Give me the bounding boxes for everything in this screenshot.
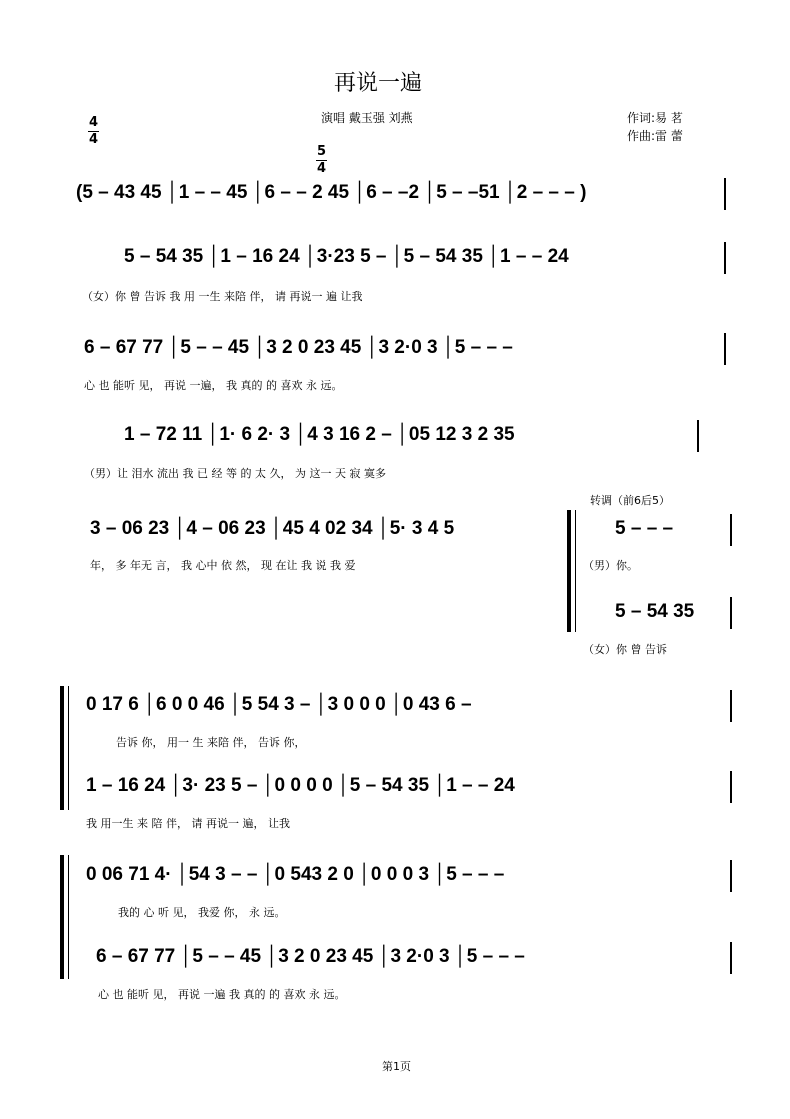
notation-row-6-male: 5 – – – <box>615 518 674 539</box>
barline <box>730 771 732 803</box>
barline <box>724 178 726 210</box>
system-bracket-3 <box>60 855 64 979</box>
key-change-label: 转调（前6后5） <box>590 494 670 507</box>
page-number: 第1页 <box>382 1060 411 1073</box>
lyrics-row-10: 心 也 能听 见， 再说 一遍 我 真的 的 喜欢 永 远。 <box>98 988 346 1001</box>
notation-row-7: 0 17 6 │6 0 0 46 │5 54 3 – │3 0 0 0 │0 43 6 – <box>86 694 472 715</box>
system-bracket-line-2 <box>68 686 69 810</box>
notation-row-6-female: 5 – 54 35 <box>615 601 695 622</box>
notation-row-5: 3 – 06 23 │4 – 06 23 │45 4 02 34 │5· 3 4 5 <box>90 518 455 539</box>
notation-row-8: 1 – 16 24 │3· 23 5 – │0 0 0 0 │5 – 54 35 │1 – – 24 <box>86 775 515 796</box>
time-sig-numerator: 4 <box>88 115 99 130</box>
system-bracket-2 <box>60 686 64 810</box>
time-sig-denominator: 4 <box>88 132 99 147</box>
barline <box>697 420 699 452</box>
barline <box>730 942 732 974</box>
lyrics-row-8: 我 用一生 来 陪 伴， 请 再说一 遍， 让我 <box>86 817 290 830</box>
notation-row-3: 6 – 67 77 │5 – – 45 │3 2 0 23 45 │3 2·0 3 │5 – – – <box>84 337 513 358</box>
lyrics-row-6-female: （女）你 曾 告诉 <box>583 643 667 656</box>
time-signature-5-4 <box>316 145 327 176</box>
barline <box>730 860 732 892</box>
barline <box>730 690 732 722</box>
lyrics-row-6-male: （男）你。 <box>583 559 638 572</box>
barline <box>724 333 726 365</box>
singers-credit: 演唱 戴玉强 刘燕 <box>321 111 413 125</box>
barline <box>730 597 732 629</box>
barline <box>724 242 726 274</box>
composer-credit: 作曲:雷 蕾 <box>627 129 683 143</box>
system-bracket <box>567 510 571 632</box>
lyricist-credit: 作词:易 茗 <box>627 111 683 125</box>
lyrics-row-7: 告诉 你， 用一 生 来陪 伴， 告诉 你， <box>116 736 306 749</box>
notation-row-9: 0 06 71 4· │54 3 – – │0 543 2 0 │0 0 0 3 │5 – – – <box>86 864 505 885</box>
time-sig-numerator-2: 5 <box>316 144 327 159</box>
lyrics-row-4: （男）让 泪水 流出 我 已 经 等 的 太 久， 为 这一 天 寂 寞多 <box>84 467 386 480</box>
time-sig-denominator-2: 4 <box>316 161 327 176</box>
song-title: 再说一遍 <box>334 71 423 96</box>
lyrics-row-9: 我的 心 听 见， 我爱 你， 永 远。 <box>118 906 286 919</box>
lyrics-row-3: 心 也 能听 见， 再说 一遍， 我 真的 的 喜欢 永 远。 <box>84 379 343 392</box>
notation-row-10: 6 – 67 77 │5 – – 45 │3 2 0 23 45 │3 2·0 3 │5 – – – <box>96 946 525 967</box>
lyrics-row-5: 年， 多 年无 言， 我 心中 依 然， 现 在让 我 说 我 爱 <box>90 559 356 572</box>
system-bracket-line <box>575 510 576 632</box>
system-bracket-line-3 <box>68 855 69 979</box>
notation-row-2: 5 – 54 35 │1 – 16 24 │3·23 5 – │5 – 54 35 │1 – – 24 <box>124 246 569 267</box>
notation-row-4: 1 – 72 11 │1· 6 2· 3 │4 3 16 2 – │05 12 3 2 35 <box>124 424 515 445</box>
barline <box>730 514 732 546</box>
lyrics-row-2: （女）你 曾 告诉 我 用 一生 来陪 伴， 请 再说一 遍 让我 <box>82 290 363 303</box>
time-signature-4-4 <box>88 116 99 147</box>
notation-row-1: (5 – 43 45 │1 – – 45 │6 – – 2 45 │6 – –2 │5 – –51 │2 – – – ) <box>76 182 587 203</box>
